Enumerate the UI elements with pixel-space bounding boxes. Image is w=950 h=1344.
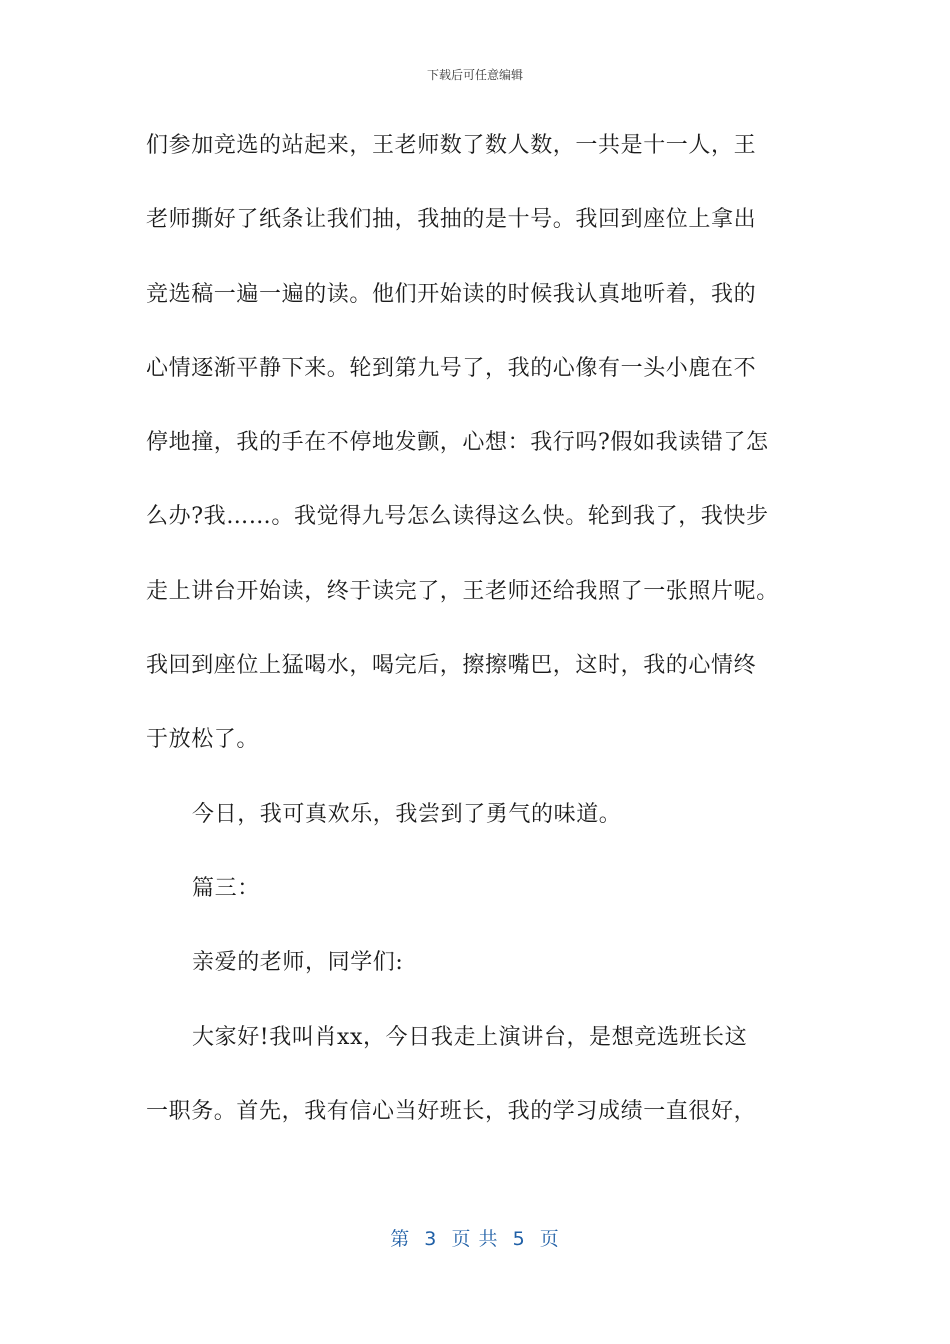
paragraph-line: 们参加竞选的站起来，王老师数了数人数，一共是十一人，王 xyxy=(146,133,757,158)
paragraph-line: 一职务。首先，我有信心当好班长，我的学习成绩一直很好， xyxy=(146,1098,757,1124)
paragraph-line: 心情逐渐平静下来。轮到第九号了，我的心像有一头小鹿在不 xyxy=(146,355,757,381)
paragraph-line: 今日，我可真欢乐，我尝到了勇气的味道。 xyxy=(192,801,622,827)
paragraph-line: 走上讲台开始读，终于读完了，王老师还给我照了一张照片呢。 xyxy=(146,578,779,604)
paragraph-line: 么办?我……。我觉得九号怎么读得这么快。轮到我了，我快步 xyxy=(146,504,769,530)
body-text xyxy=(146,122,826,1162)
paragraph-line: 竞选稿一遍一遍的读。他们开始读的时候我认真地听着，我的 xyxy=(146,281,757,307)
paragraph-line: 我回到座位上猛喝水，喝完后，擦擦嘴巴，这时，我的心情终 xyxy=(146,653,757,679)
page-number-label: 第 3 页 共 5 页 xyxy=(390,1228,560,1250)
paragraph-line: 老师撕好了纸条让我们抽，我抽的是十号。我回到座位上拿出 xyxy=(146,207,757,233)
paragraph-line: 大家好!我叫肖xx，今日我走上演讲台，是想竞选班长这 xyxy=(192,1024,748,1050)
section-heading: 篇三： xyxy=(192,875,260,901)
salutation-line: 亲爱的老师，同学们: xyxy=(192,950,404,976)
paragraph-line: 停地撞，我的手在不停地发颤，心想：我行吗?假如我读错了怎 xyxy=(146,430,769,456)
paragraph-line: 于放松了。 xyxy=(146,727,260,753)
page-footer xyxy=(0,1224,950,1251)
header-note: 下载后可任意编辑 xyxy=(426,68,523,82)
